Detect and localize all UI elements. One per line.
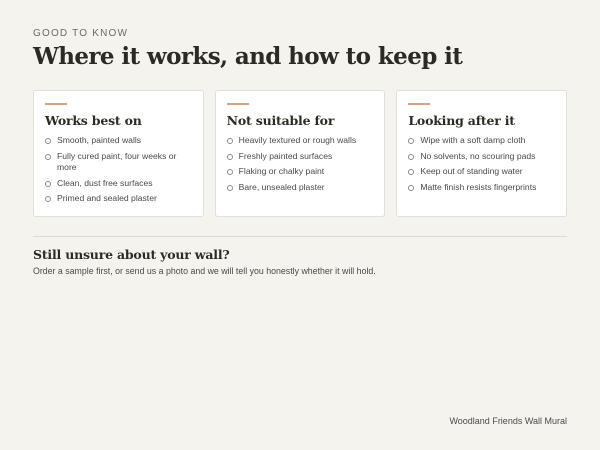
list-item: Bare, unsealed plaster: [227, 182, 374, 194]
info-section: [33, 28, 567, 276]
card-list: [45, 135, 192, 205]
list-item: Wipe with a soft damp cloth: [408, 135, 555, 147]
card-accent-line: [45, 103, 67, 105]
circle-bullet-icon: [45, 138, 51, 144]
list-item: Smooth, painted walls: [45, 135, 192, 147]
circle-bullet-icon: [227, 138, 233, 144]
cta-text: Order a sample first, or send us a photo and we will tell you honestly whether it will hold.: [33, 266, 376, 276]
list-item: No solvents, no scouring pads: [408, 151, 555, 163]
circle-bullet-icon: [408, 169, 414, 175]
circle-bullet-icon: [227, 169, 233, 175]
list-item: Keep out of standing water: [408, 166, 555, 178]
card-list: [227, 135, 374, 193]
list-item: Clean, dust free surfaces: [45, 178, 192, 190]
card-accent-line: [408, 103, 430, 105]
list-item: Primed and sealed plaster: [45, 193, 192, 205]
circle-bullet-icon: [45, 196, 51, 202]
circle-bullet-icon: [408, 185, 414, 191]
cards-row: [33, 90, 567, 217]
circle-bullet-icon: [227, 154, 233, 160]
cta-title: Still unsure about your wall?: [33, 247, 230, 262]
list-item: Heavily textured or rough walls: [227, 135, 374, 147]
circle-bullet-icon: [408, 154, 414, 160]
card-title: Works best on: [45, 113, 142, 128]
product-name: Woodland Friends Wall Mural: [449, 416, 567, 426]
card-title: Not suitable for: [226, 113, 335, 128]
list-item: Flaking or chalky paint: [227, 166, 374, 178]
card-list: [408, 135, 555, 193]
eyebrow-label: GOOD TO KNOW: [33, 28, 129, 39]
section-divider: [33, 236, 567, 237]
card-looking-after-it: [396, 90, 567, 217]
list-item: Freshly painted surfaces: [227, 151, 374, 163]
circle-bullet-icon: [45, 181, 51, 187]
card-works-best-on: [33, 90, 204, 217]
list-item: Matte finish resists fingerprints: [408, 182, 555, 194]
circle-bullet-icon: [408, 138, 414, 144]
circle-bullet-icon: [45, 154, 51, 160]
card-accent-line: [227, 103, 249, 105]
page-title: Where it works, and how to keep it: [33, 43, 463, 70]
card-title: Looking after it: [408, 113, 515, 128]
list-item: Fully cured paint, four weeks or more: [45, 151, 192, 174]
circle-bullet-icon: [227, 185, 233, 191]
card-not-suitable-for: [215, 90, 386, 217]
